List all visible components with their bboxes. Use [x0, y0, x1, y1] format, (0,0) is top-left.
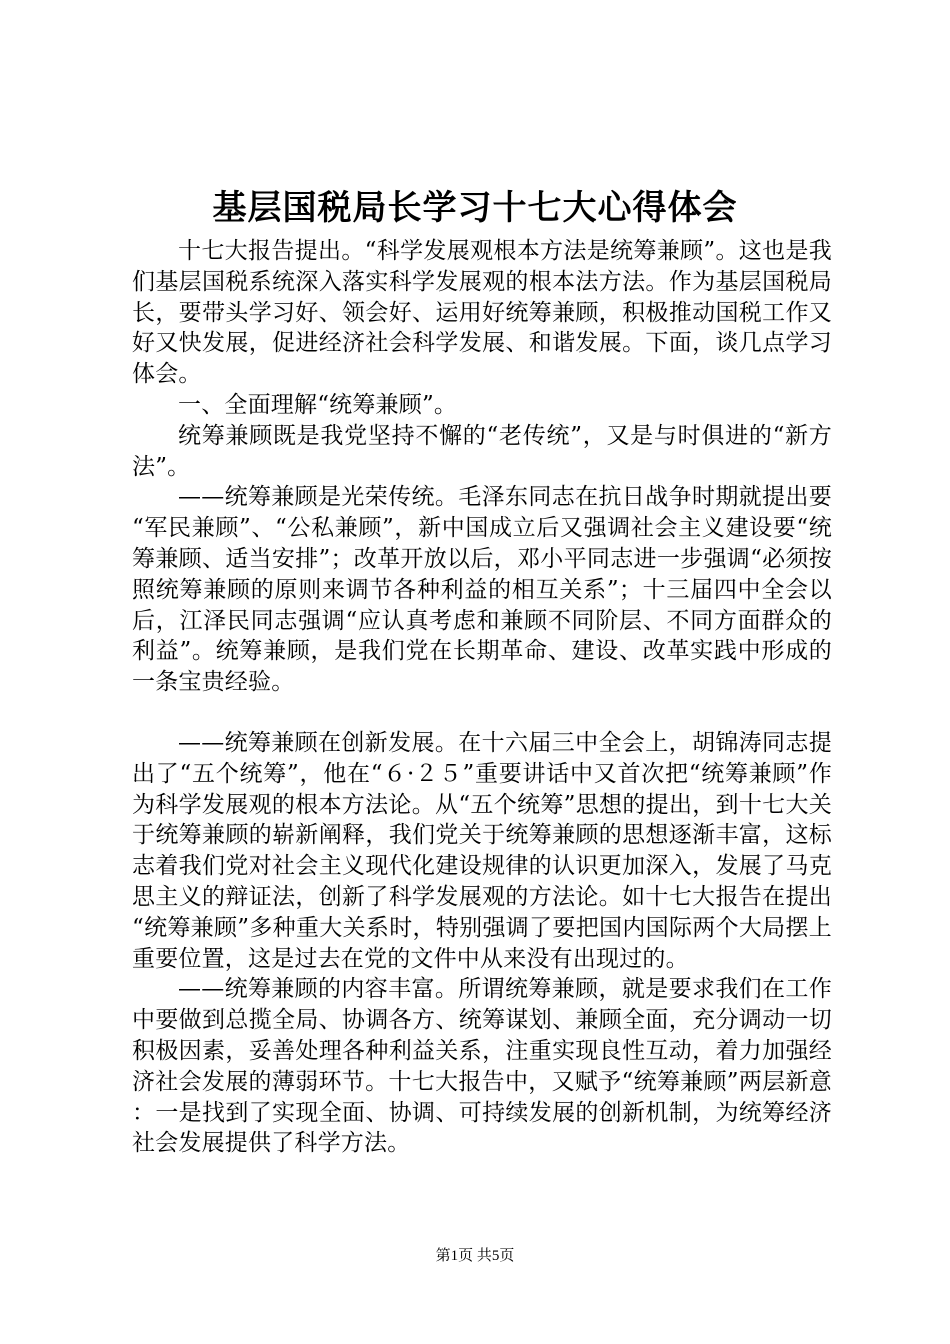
paragraph-intro: 十七大报告提出。“科学发展观根本方法是统筹兼顾”。这也是我们基层国税系统深入落实科学发展观的根本法方法。作为基层国税局长，要带头学习好、领会好、运用好统筹兼顾，积极推动国税工作又好又快发展，促进经济社会科学发展、和谐发展。下面，谈几点学习体会。	[132, 238, 832, 388]
document-body	[132, 236, 832, 1159]
document-title: 基层国税局长学习十七大心得体会	[212, 188, 738, 228]
paragraph-overview: 统筹兼顾既是我党坚持不懈的“老传统”，又是与时俱进的“新方法”。	[132, 422, 832, 480]
paragraph-innovation: ——统筹兼顾在创新发展。在十六届三中全会上，胡锦涛同志提出了“五个统筹”，他在“６·２５”重要讲话中又首次把“统筹兼顾”作为科学发展观的根本方法论。从“五个统筹”思想的提出，到十七大关于统筹兼顾的崭新阐释，我们党关于统筹兼顾的思想逐渐丰富，这标志着我们党对社会主义现代化建设规律的认识更加深入，发展了马克思主义的辩证法，创新了科学发展观的方法论。如十七大报告在提出“统筹兼顾”多种重大关系时，特别强调了要把国内国际两个大局摆上重要位置，这是过去在党的文件中从来没有出现过的。	[132, 729, 832, 972]
paragraph-tradition: ——统筹兼顾是光荣传统。毛泽东同志在抗日战争时期就提出要“军民兼顾”、“公私兼顾”，新中国成立后又强调社会主义建设要“统筹兼顾、适当安排”；改革开放以后，邓小平同志进一步强调“必须按照统筹兼顾的原则来调节各种利益的相互关系”；十三届四中全会以后，江泽民同志强调“应认真考虑和兼顾不同阶层、不同方面群众的利益”。统筹兼顾，是我们党在长期革命、建设、改革实践中形成的一条宝贵经验。	[132, 484, 832, 696]
paragraph-content: ——统筹兼顾的内容丰富。所谓统筹兼顾，就是要求我们在工作中要做到总揽全局、协调各方、统筹谋划、兼顾全面，充分调动一切积极因素，妥善处理各种利益关系，注重实现良性互动，着力加强经济社会发展的薄弱环节。十七大报告中，又赋予“统筹兼顾”两层新意：一是找到了实现全面、协调、可持续发展的创新机制，为统筹经济社会发展提供了科学方法。	[132, 976, 832, 1157]
page-footer: 第1页 共5页	[435, 1248, 515, 1264]
section-heading-1: 一、全面理解“统筹兼顾”。	[178, 391, 458, 418]
